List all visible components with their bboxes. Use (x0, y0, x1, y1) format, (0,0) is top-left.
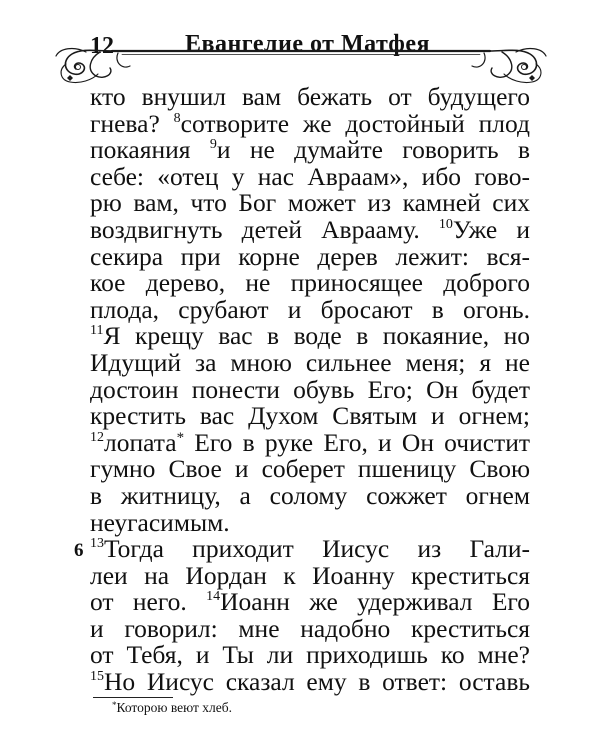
text-line (90, 560, 530, 590)
running-title: Евангелие от Матфея (185, 31, 431, 57)
text-line (90, 294, 530, 324)
text-run: Его в руке Его, и Он очистит (184, 427, 530, 457)
text-run: и говорил: мне надобно креститься (90, 613, 530, 643)
text-run: Уже и (452, 214, 530, 244)
text-run: крестить вас Духом Святым и огнем; (90, 401, 530, 431)
header-ornament (52, 44, 550, 86)
text-run: гумно Свое и соберет пшеницу Свою (90, 454, 530, 484)
text-run: сотворите же достойный плод (180, 108, 530, 138)
verse-number: 11 (90, 323, 104, 339)
text-line (90, 108, 530, 138)
text-line (90, 241, 530, 271)
text-line (90, 480, 530, 510)
text-line (90, 374, 530, 404)
text-run: от Тебя, и Ты ли приходишь ко мне? (90, 640, 530, 670)
verse-number: 8 (173, 110, 181, 126)
footnote-mark: * (112, 700, 117, 710)
text-line (90, 613, 530, 643)
text-line (90, 270, 530, 297)
chapter-number: 6 (74, 540, 84, 561)
verse-number: 12 (90, 429, 104, 445)
verse-number: 15 (90, 669, 104, 685)
text-line (90, 137, 530, 164)
scripture-text (90, 84, 530, 696)
text-line (90, 347, 530, 377)
text-run: себе: «отец у нас Авраам», ибо гово- (90, 161, 530, 191)
text-line (90, 589, 530, 616)
text-line (90, 84, 530, 111)
footnote-text: Которою веют хлеб. (116, 700, 233, 715)
text-line (90, 456, 530, 483)
verse-number: 10 (438, 216, 453, 232)
verse-number: 9 (209, 137, 217, 153)
text-run: и не думайте говорить в (216, 135, 531, 165)
page-number: 12 (90, 33, 114, 59)
text-run: в житницу, а солому сожжет огнем (90, 480, 530, 510)
verse-number: 14 (206, 589, 221, 605)
text-run: гнева? (90, 108, 174, 138)
text-line (90, 536, 530, 563)
text-run: рю вам, что Бог может из камней сих (90, 188, 530, 218)
footnote-rule (93, 697, 173, 698)
footnote-ref: * (176, 429, 185, 446)
text-run: кто внушил вам бежать от будущего (90, 82, 530, 111)
text-run: воздвигнуть детей Аврааму. (90, 214, 439, 244)
text-line (90, 403, 530, 430)
text-line (90, 427, 530, 457)
text-line (90, 323, 530, 350)
text-run: лопата (104, 427, 177, 457)
text-run: достоин понести обувь Его; Он будет (90, 374, 530, 404)
text-run: Но Иисус сказал ему в ответ: оставь (104, 667, 530, 697)
text-line (90, 669, 530, 696)
text-line (90, 642, 530, 669)
text-run: покаяния (90, 135, 210, 165)
text-run: неугасимым. (90, 507, 230, 537)
page-header (0, 0, 600, 90)
text-run: плода, срубают и бросают в огонь. (90, 294, 530, 324)
text-run: Тогда приходит Иисус из Гали- (104, 534, 530, 564)
text-run: Иоанн же удерживал Его (220, 587, 530, 617)
text-run: леи на Иордан к Иоанну креститься (90, 560, 530, 590)
text-line (90, 214, 530, 244)
text-line (90, 507, 530, 537)
footnote (112, 700, 232, 716)
verse-number: 13 (90, 536, 104, 552)
text-run: Я крещу вас в воде в покаяние, но (103, 321, 530, 351)
text-run: секира при корне дерев лежит: вся- (90, 241, 530, 271)
text-run: Идущий за мною сильнее меня; я не (90, 347, 530, 377)
text-run: кое дерево, не приносящее доброго (90, 268, 530, 298)
text-line (90, 190, 530, 217)
text-line (90, 161, 530, 191)
text-run: от него. (90, 587, 207, 617)
